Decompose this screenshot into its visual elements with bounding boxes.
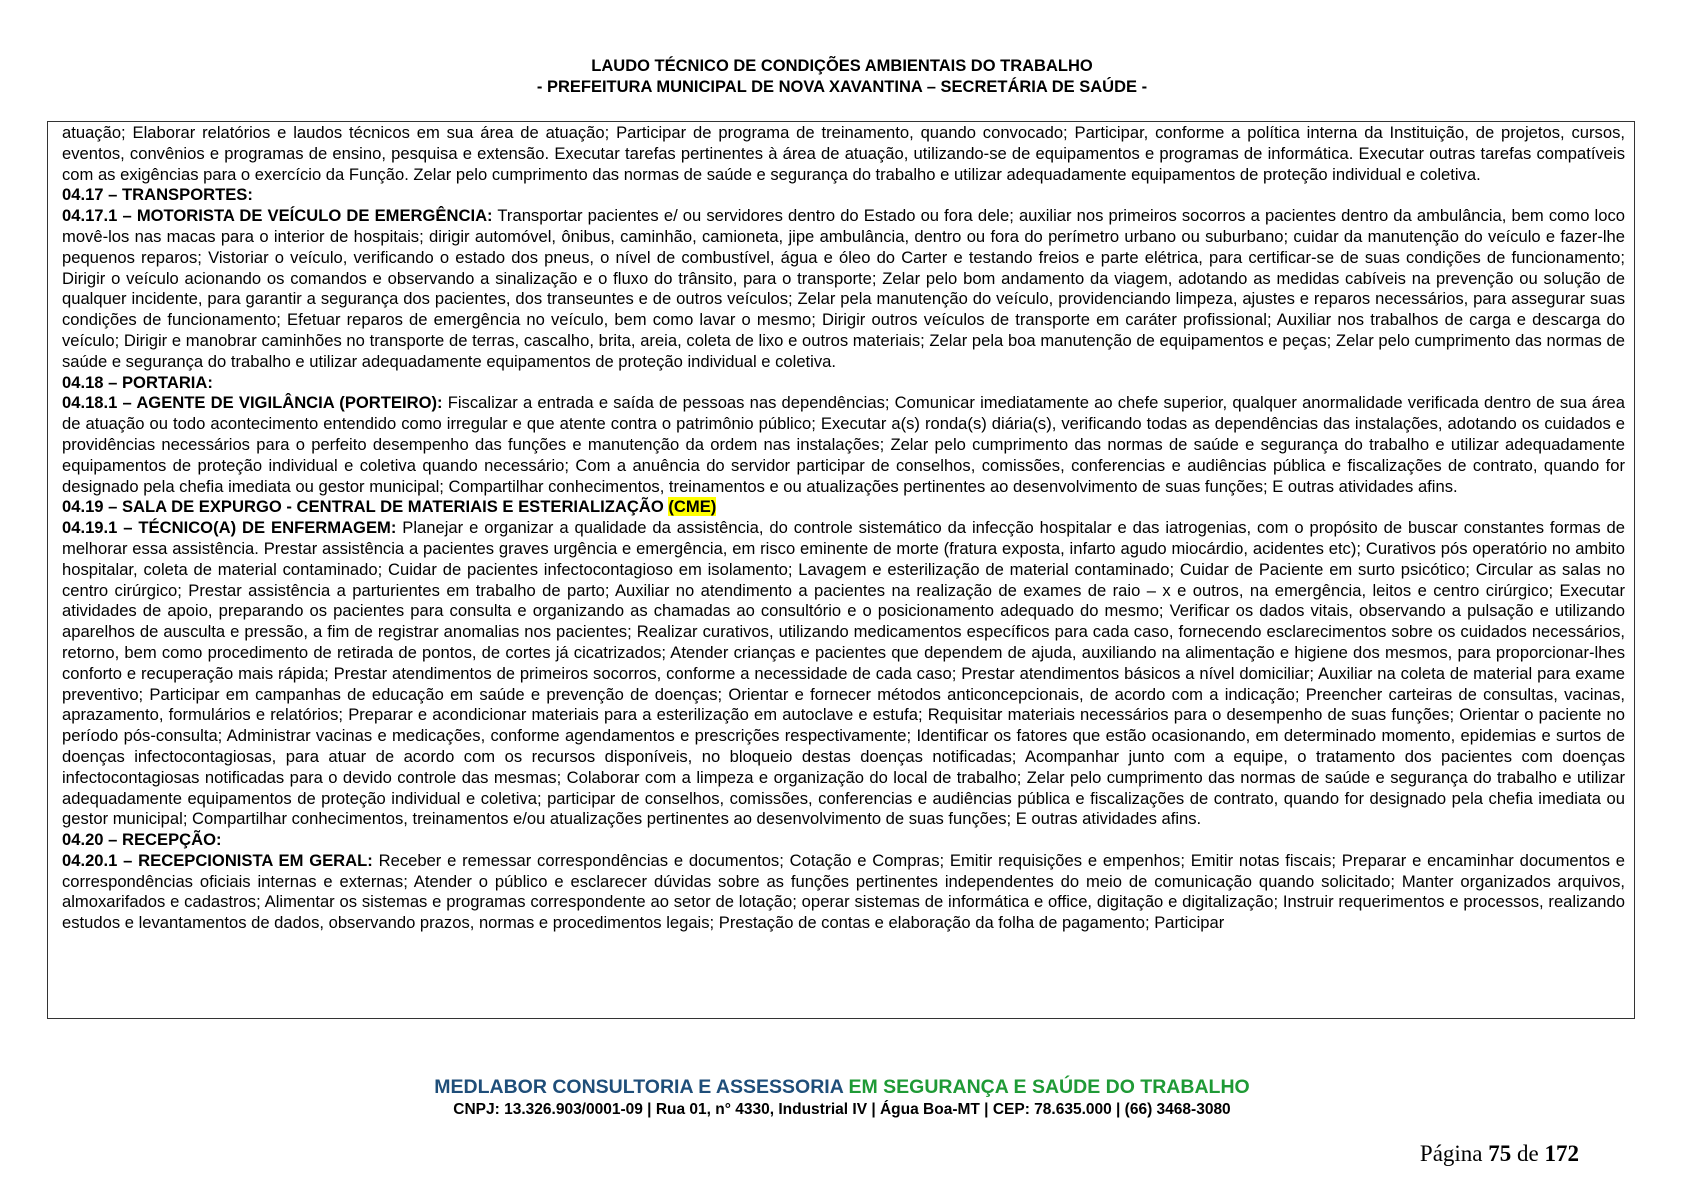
intro-paragraph: atuação; Elaborar relatórios e laudos técnicos em sua área de atuação; Participar de programa de treinamento, quando convocado; Participar, conforme a política interna da Instituição, de projetos, cursos, eventos, convênios e programas de ensino, pesquisa e extensão. Executar tarefas pertinentes à área de atuação, utilizando-se de equipamentos e programas de informática. Executar outras tarefas compatíveis com as exigências para o exercício da Função. Zelar pelo cumprimento das normas de saúde e segurança do trabalho e utilizar adequadamente equipamentos de proteção individual e coletiva. bbox=[62, 123, 1625, 184]
section-04-19-title: 04.19 – SALA DE EXPURGO - CENTRAL DE MATERIAIS E ESTERIALIZAÇÃO bbox=[62, 497, 669, 517]
section-04-19-1-title-a: 04.19.1 – TÉCNICO( bbox=[62, 518, 219, 538]
page-number bbox=[1420, 1141, 1579, 1167]
document-header bbox=[0, 56, 1684, 98]
page-number-sep: de bbox=[1511, 1141, 1545, 1166]
page-number-prefix: Página bbox=[1419, 1141, 1489, 1166]
section-04-20-1-paragraph bbox=[62, 851, 1625, 934]
company-name-blue: MEDLABOR CONSULTORIA E ASSESSORIA bbox=[434, 1076, 849, 1098]
cme-highlight: (CME) bbox=[668, 497, 717, 517]
page-number-current: 75 bbox=[1488, 1141, 1512, 1166]
header-title: LAUDO TÉCNICO DE CONDIÇÕES AMBIENTAIS DO TRABALHO bbox=[591, 57, 1093, 75]
section-04-20-1-text: Receber e remessar correspondências e documentos; Cotação e Compras; Emitir requisições e empenhos; Emitir notas fiscais; Preparar e encaminhar documentos e correspondências oficiais internas e externas; Atender o público e esclarecer dúvidas sobre as funções pertinentes independentes do meio de comunicação quando solicitado; Manter organizados arquivos, almoxarifados e cadastros; Alimentar os sistemas e programas correspondente ao setor de lotação; operar sistemas de informática e office, digitação e digitalização; Instruir requerimentos e processos, realizando estudos e levantamentos de dados, observando prazos, normas e procedimentos legais; Prestação de contas e elaboração da folha de pagamento; Participar bbox=[62, 850, 1626, 933]
section-04-20-heading: 04.20 – RECEPÇÃO: bbox=[62, 830, 222, 850]
section-04-18-heading: 04.18 – PORTARIA: bbox=[62, 372, 213, 392]
section-04-19-1-title-b: A bbox=[218, 518, 231, 538]
section-04-17-heading: 04.17 – TRANSPORTES: bbox=[62, 185, 253, 205]
section-04-19-1-paragraph bbox=[62, 518, 1625, 830]
section-04-17-1-paragraph bbox=[62, 206, 1625, 372]
content-box bbox=[47, 121, 1635, 1019]
section-04-17-1-title: 04.17.1 – MOTORISTA DE VEÍCULO DE EMERGÊNCIA: bbox=[62, 206, 493, 226]
section-04-18-1-text: Fiscalizar a entrada e saída de pessoas nas dependências; Comunicar imediatamente ao chefe superior, qualquer anormalidade verificada dentro de sua área de atuação ou todo acontecimento entendido como irregular e que atente contra o patrimônio público; Executar a(s) ronda(s) diária(s), verificando todas as dependências das instalações, adotando os cuidados e providências necessários para o perfeito desempenho das funções e manutenção da ordem nas instalações; Zelar pelo cumprimento das normas de saúde e segurança do trabalho e utilizar adequadamente equipamentos de proteção individual e coletiva quando necessário; Com a anuência do servidor participar de conselhos, comissões, conferencias e audiências pública e fiscalizações de contrato, quando for designado pela chefia imediata ou gestor municipal; Compartilhar conhecimentos, treinamentos e ou atualizações pertinentes ao desenvolvimento de suas funções; E outras atividades afins. bbox=[62, 393, 1625, 496]
section-04-19-1-text: Planejar e organizar a qualidade da assistência, do controle sistemático da infecção hospitalar e das iatrogenias, com o propósito de buscar constantes formas de melhorar essa assistência. Prestar assistência a pacientes graves urgência e emergência, em risco eminente de morte (fratura exposta, infarto agudo miocárdio, acidentes etc); Curativos pós operatório no ambito hospitalar, coleta de material contaminado; Cuidar de pacientes infectocontagioso em isolamento; Lavagem e esterilização de material contaminado; Cuidar de Paciente em surto psicótico; Circular as salas no centro cirúrgico; Prestar assistência a parturientes em trabalho de parto; Auxiliar no atendimento a pacientes na realização de exames de raio – x e outros, na emergência, leitos e centro cirúrgico; Executar atividades de apoio, preparando os pacientes para consulta e organizando as chamadas ao consultório e o posicionamento adequado do mesmo; Verificar os dados vitais, observando a pulsação e utilizando aparelhos de ausculta e pressão, a fim de registrar anomalias nos pacientes; Realizar curativos, utilizando medicamentos específicos para cada caso, fornecendo esclarecimentos sobre os cuidados necessários, retorno, bem como procedimento de retirada de pontos, de cortes já cicatrizados; Atender crianças e pacientes que dependem de ajuda, auxiliando na alimentação e higiene dos mesmos, para proporcionar-lhes conforto e recuperação mais rápida; Prestar atendimentos de primeiros socorros, conforme a necessidade de cada caso; Prestar atendimentos básicos a nível domiciliar; Auxiliar na coleta de material para exame preventivo; Participar em campanhas de educação em saúde e prevenção de doenças; Orientar e fornecer métodos anticoncepcionais, de acordo com a indicação; Preencher carteiras de consultas, vacinas, aprazamento, formulários e relatórios; Preparar e acondicionar materiais para a esterilização em autoclave e estufa; Requisitar materiais necessários para o desempenho de suas funções; Orientar o paciente no período pós-consulta; Administrar vacinas e medicações, conforme agendamentos e prescrições respectivamente; Identificar os fatores que estão ocasionando, em determinado momento, epidemias e surtos de doenças infectocontagiosas, para atuar de acordo com os recursos disponíveis, no bloqueio destas doenças notificadas; Acompanhar junto com a equipe, o tratamento dos pacientes com doenças infectocontagiosas notificadas para o devido controle das mesmas; Colaborar com a limpeza e organização do local de trabalho; Zelar pelo cumprimento das normas de saúde e segurança do trabalho e utilizar adequadamente equipamentos de proteção individual e coletiva; participar de conselhos, comissões, conferencias e audiências pública e fiscalizações de contrato, quando for designado pela chefia imediata ou gestor municipal; Compartilhar conhecimentos, treinamentos e/ou atualizações pertinentes ao desenvolvimento de suas funções; E outras atividades afins. bbox=[62, 518, 1625, 829]
page-number-total: 172 bbox=[1544, 1141, 1579, 1166]
company-name bbox=[0, 1075, 1684, 1099]
section-04-19-1-title-c: ) DE ENFERMAGEM: bbox=[230, 518, 397, 538]
section-04-20-1-title: 04.20.1 – RECEPCIONISTA EM GERAL: bbox=[62, 850, 373, 870]
company-name-green: EM SEGURANÇA E SAÚDE DO TRABALHO bbox=[848, 1076, 1250, 1098]
section-04-17-1-text: Transportar pacientes e/ ou servidores dentro do Estado ou fora dele; auxiliar nos primeiros socorros a pacientes dentro da ambulância, bem como loco movê-los nas macas para o interior de hospitais; dirigir automóvel, ônibus, caminhão, camioneta, jipe ambulância, dentro ou fora do perímetro urbano ou suburbano; cuidar da manutenção do veículo e fazer-lhe pequenos reparos; Vistoriar o veículo, verificando o estado dos pneus, o nível de combustível, água e óleo do Carter e testando freios e parte elétrica, para certificar-se de suas condições de funcionamento; Dirigir o veículo acionando os comandos e observando a sinalização e o fluxo do trânsito, para o transporte; Zelar pelo bom andamento da viagem, adotando as medidas cabíveis na prevenção ou solução de qualquer incidente, para garantir a segurança dos pacientes, dos transeuntes e de outros veículos; Zelar pela manutenção do veículo, providenciando limpeza, ajustes e reparos necessários, para assegurar suas condições de funcionamento; Efetuar reparos de emergência no veículo, bem como lavar o mesmo; Dirigir outros veículos de transporte em caráter profissional; Auxiliar nos trabalhos de carga e descarga do veículo; Dirigir e manobrar caminhões no transporte de terras, cascalho, brita, areia, coleta de lixo e outros materiais; Zelar pela boa manutenção de equipamentos e peças; Zelar pelo cumprimento das normas de saúde e segurança do trabalho e utilizar adequadamente equipamentos de proteção individual e coletiva. bbox=[62, 206, 1626, 371]
document-footer bbox=[0, 1075, 1684, 1121]
company-address: CNPJ: 13.326.903/0001-09 | Rua 01, n° 4330, Industrial IV | Água Boa-MT | CEP: 78.635.000 | (66) 3468-3080 bbox=[453, 1101, 1231, 1118]
header-subtitle: - PREFEITURA MUNICIPAL DE NOVA XAVANTINA – SECRETÁRIA DE SAÚDE - bbox=[536, 78, 1148, 96]
section-04-18-1-paragraph bbox=[62, 393, 1625, 497]
section-04-19-heading bbox=[62, 497, 1625, 518]
section-04-18-1-title: 04.18.1 – AGENTE DE VIGILÂNCIA (PORTEIRO): bbox=[62, 393, 443, 413]
